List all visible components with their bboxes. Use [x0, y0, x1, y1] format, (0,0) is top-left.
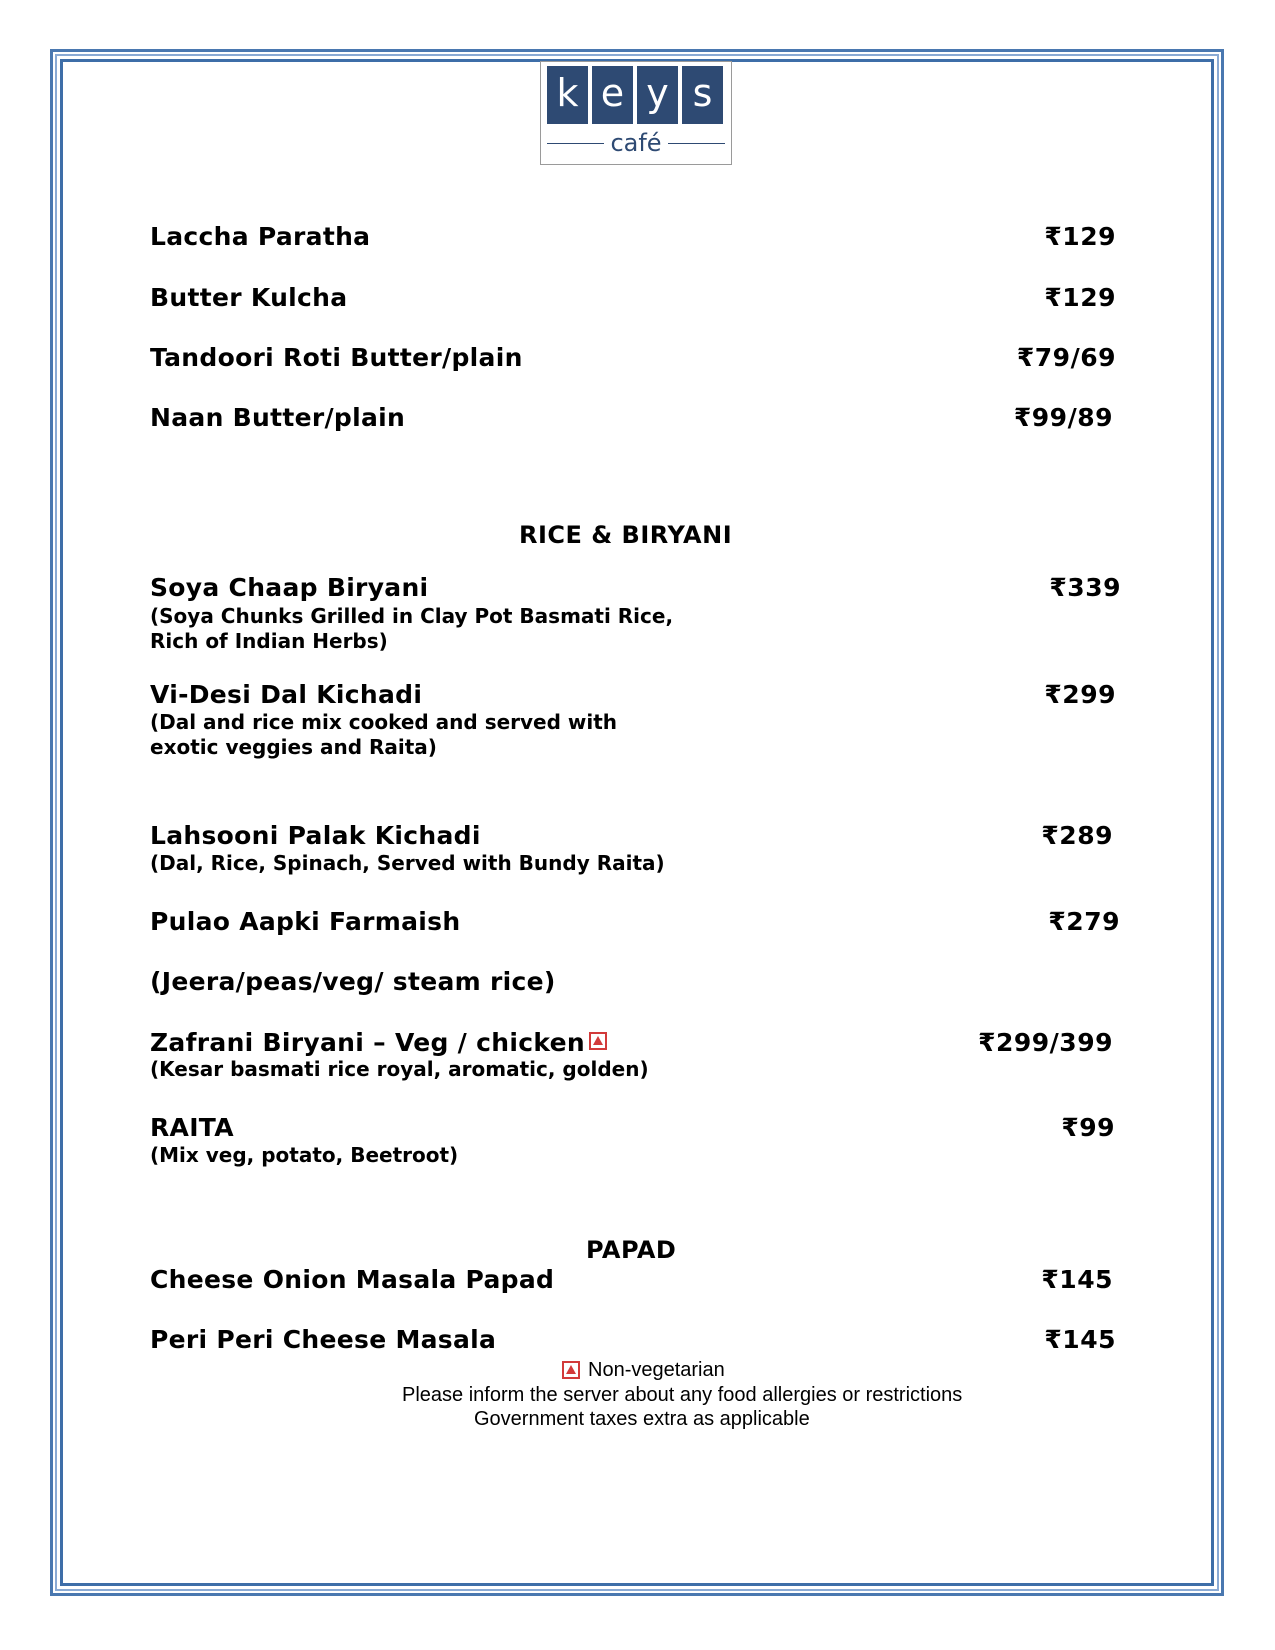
section-heading-papad: PAPAD [586, 1236, 677, 1264]
menu-item-price: ₹145 [1041, 1265, 1113, 1294]
menu-item-name: Peri Peri Cheese Masala [150, 1325, 497, 1354]
section-heading-rice-biryani: RICE & BIRYANI [519, 521, 733, 549]
menu-item-price: ₹79/69 [1016, 343, 1116, 372]
menu-item-name: Naan Butter/plain [150, 403, 406, 432]
tax-note: Government taxes extra as applicable [474, 1408, 810, 1430]
menu-item-price: ₹129 [1044, 283, 1116, 312]
logo-letter-s: s [682, 66, 723, 124]
menu-item-price: ₹289 [1041, 821, 1113, 850]
menu-item-price: ₹279 [1048, 907, 1120, 936]
logo-letter-e: e [592, 66, 633, 124]
menu-item-note: (Jeera/peas/veg/ steam rice) [150, 967, 556, 996]
menu-item-name-row [150, 1028, 607, 1058]
menu-item-name: Pulao Aapki Farmaish [150, 907, 461, 936]
keys-cafe-logo [540, 61, 732, 165]
logo-letter-y: y [637, 66, 678, 124]
logo-letters [547, 66, 723, 124]
nonveg-icon [562, 1361, 580, 1379]
legend-label: Non-vegetarian [588, 1359, 725, 1381]
menu-item-name: Vi-Desi Dal Kichadi [150, 680, 423, 709]
menu-item-description: (Mix veg, potato, Beetroot) [150, 1143, 459, 1167]
logo-rule-right [668, 143, 725, 144]
menu-item-description: (Dal, Rice, Spinach, Served with Bundy Raita) [150, 851, 665, 875]
menu-item-description: Rich of Indian Herbs) [150, 629, 388, 653]
allergy-note: Please inform the server about any food allergies or restrictions [402, 1384, 963, 1406]
menu-item-description: (Dal and rice mix cooked and served with [150, 710, 618, 734]
menu-item-price: ₹145 [1044, 1325, 1116, 1354]
menu-item-name: Tandoori Roti Butter/plain [150, 343, 523, 372]
menu-item-price: ₹129 [1044, 222, 1116, 251]
menu-item-name: Butter Kulcha [150, 283, 348, 312]
menu-item-description: (Kesar basmati rice royal, aromatic, golden) [150, 1057, 649, 1081]
menu-item-description: exotic veggies and Raita) [150, 735, 437, 759]
menu-item-price: ₹99/89 [1013, 403, 1113, 432]
menu-item-name: Soya Chaap Biryani [150, 573, 429, 602]
logo-letter-k: k [547, 66, 588, 124]
menu-item-description: (Soya Chunks Grilled in Clay Pot Basmati Rice, [150, 604, 674, 628]
logo-subtitle: café [610, 129, 662, 157]
menu-item-price: ₹339 [1049, 573, 1121, 602]
nonveg-icon [589, 1032, 607, 1050]
menu-item-price: ₹99 [1061, 1113, 1115, 1142]
menu-item-name: Lahsooni Palak Kichadi [150, 821, 481, 850]
menu-item-name: RAITA [150, 1113, 234, 1142]
menu-item-name: Zafrani Biryani – Veg / chicken [150, 1028, 585, 1057]
logo-subtitle-row [547, 128, 725, 158]
menu-item-price: ₹299 [1044, 680, 1116, 709]
menu-item-name: Laccha Paratha [150, 222, 371, 251]
menu-item-name: Cheese Onion Masala Papad [150, 1265, 555, 1294]
menu-item-price: ₹299/399 [978, 1028, 1113, 1057]
nonveg-legend [562, 1358, 725, 1382]
logo-rule-left [547, 143, 604, 144]
